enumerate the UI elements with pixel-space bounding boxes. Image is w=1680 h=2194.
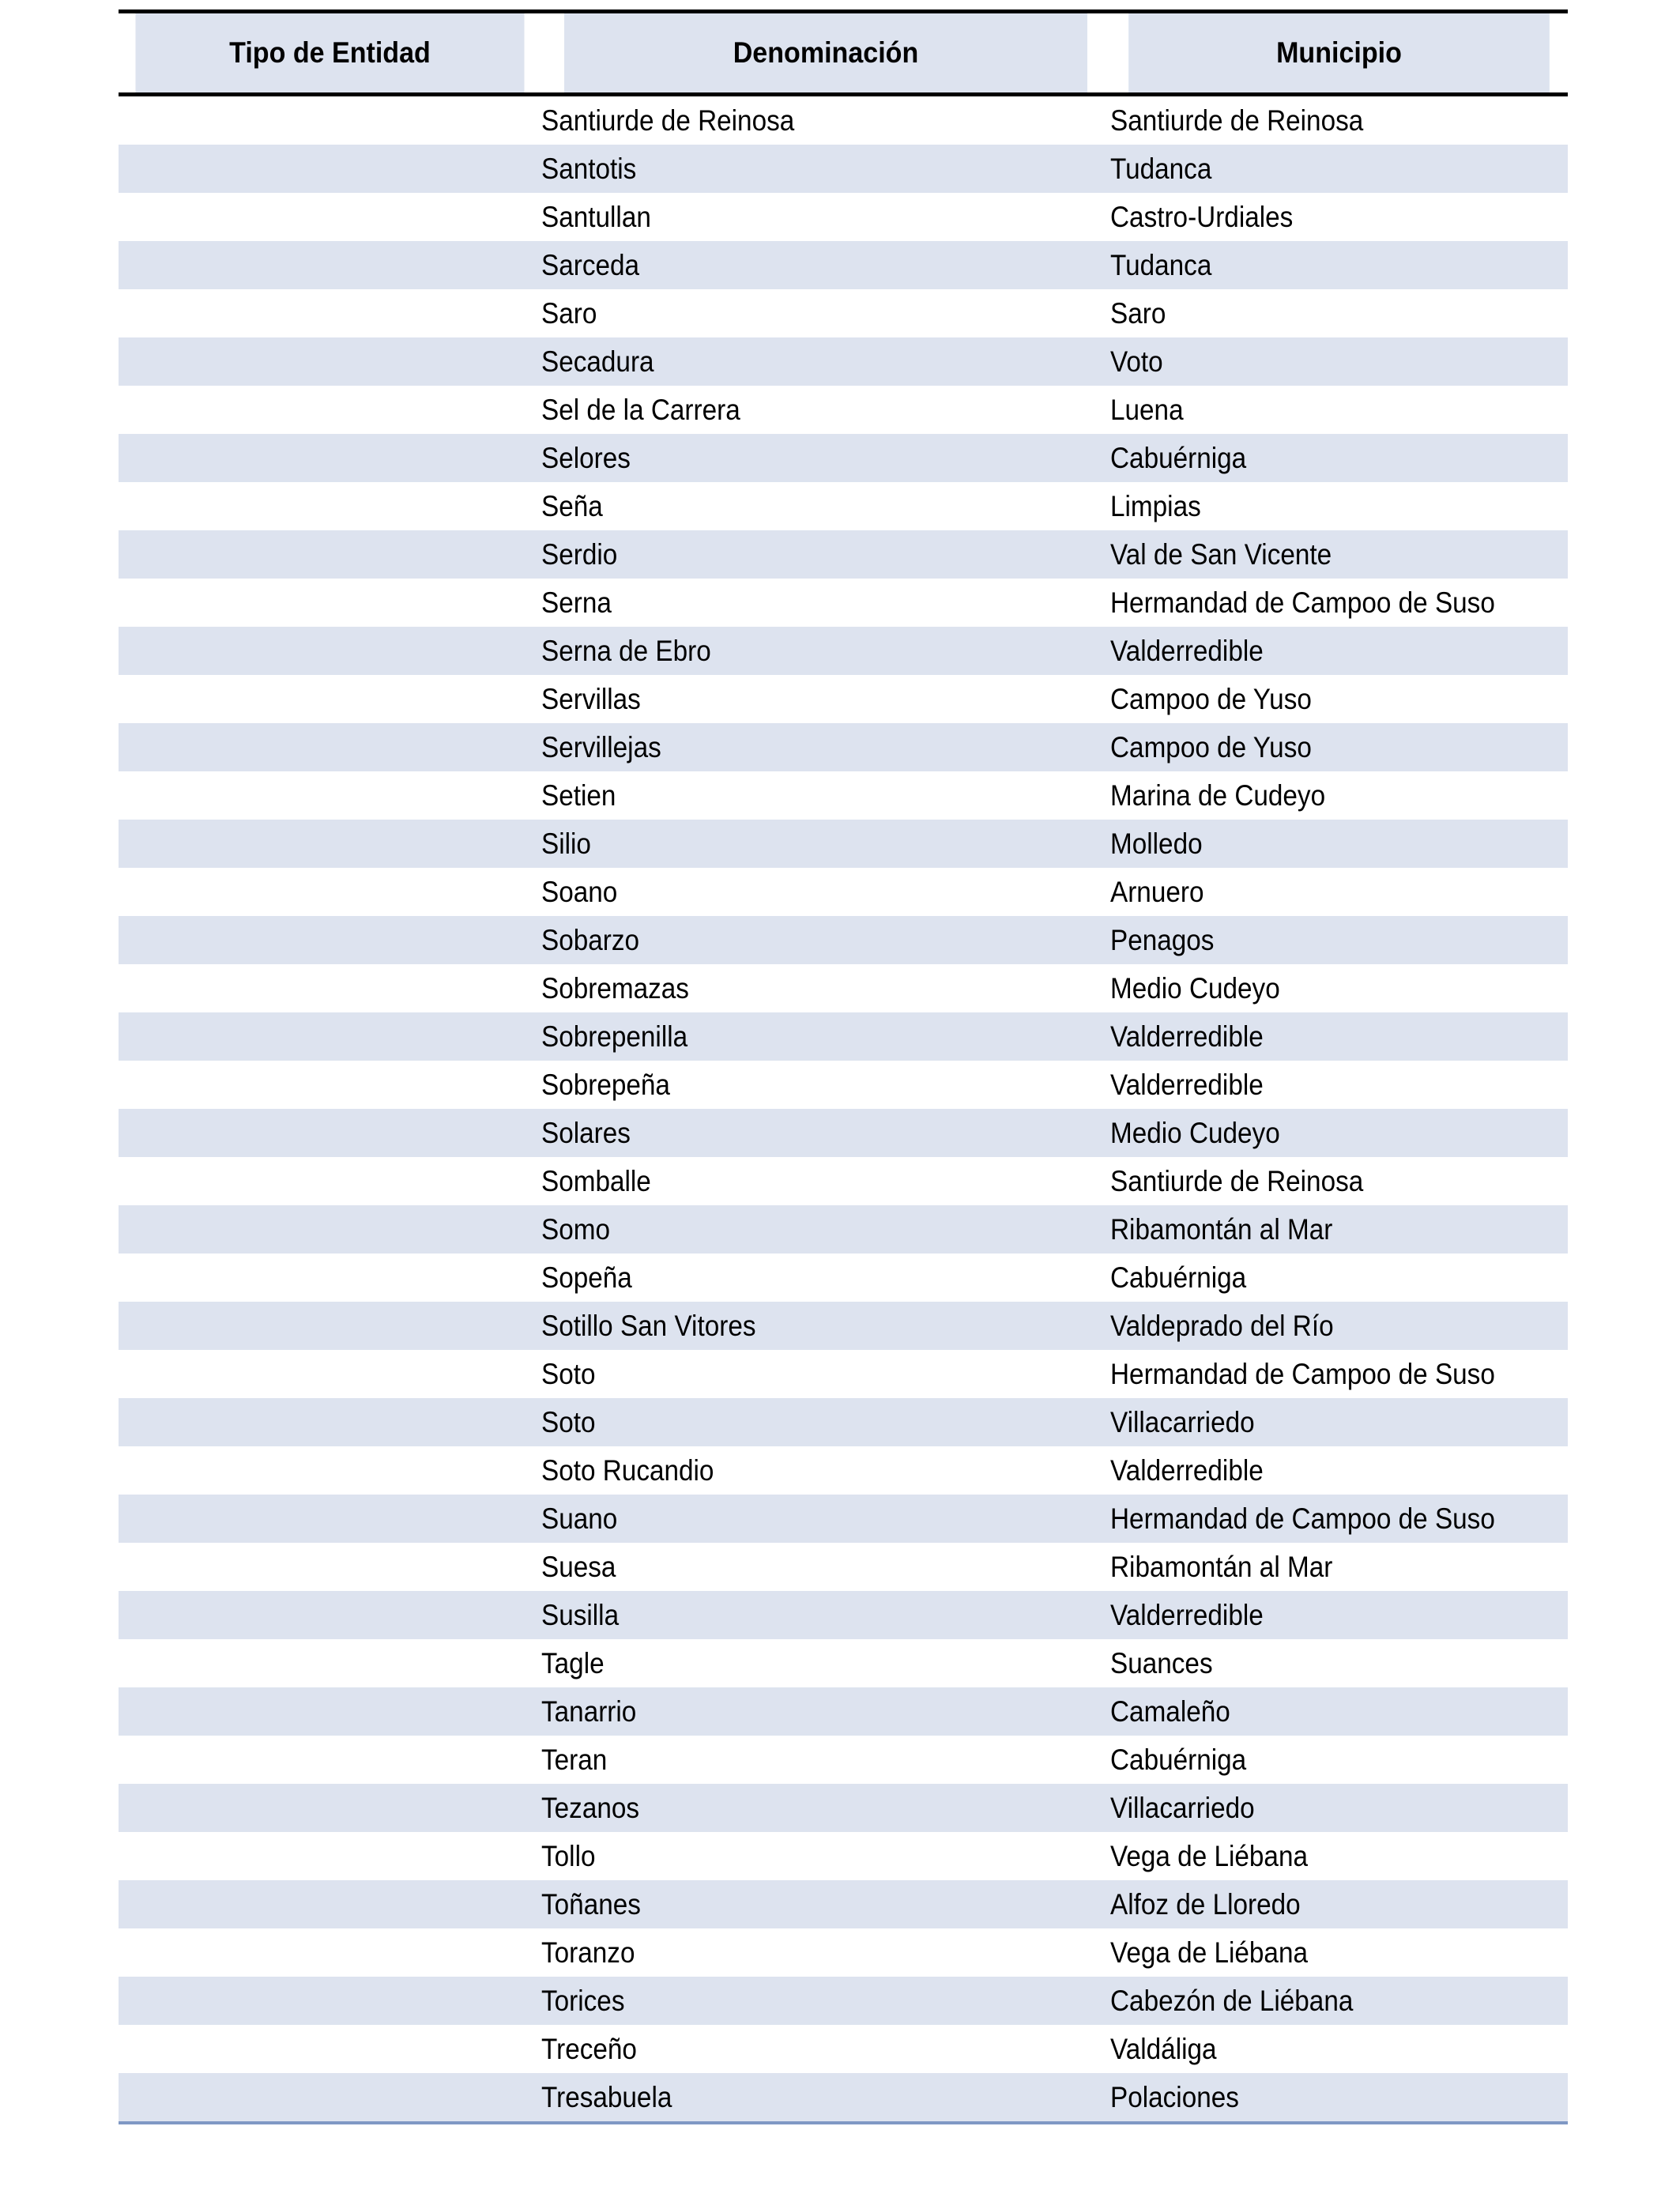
municipio-cell-text: Valdeprado del Río [1110, 1309, 1334, 1342]
tipo-cell [119, 820, 541, 868]
table-row [119, 964, 1568, 1012]
table-row [119, 1398, 1568, 1446]
denominacion-cell [541, 1205, 1110, 1253]
denominacion-cell-text: Soto [541, 1405, 596, 1438]
denominacion-cell [541, 579, 1110, 627]
municipio-cell [1110, 723, 1568, 771]
denominacion-cell [541, 434, 1110, 482]
table-row [119, 1302, 1568, 1350]
tipo-cell [119, 1687, 541, 1736]
municipio-cell-text: Marina de Cudeyo [1110, 778, 1326, 812]
table-header [119, 12, 1568, 95]
table-row [119, 1157, 1568, 1205]
table-row [119, 1736, 1568, 1784]
municipio-cell [1110, 1784, 1568, 1832]
tipo-cell [119, 1784, 541, 1832]
municipio-cell [1110, 1880, 1568, 1928]
municipio-cell-text: Hermandad de Campoo de Suso [1110, 1502, 1495, 1535]
denominacion-cell [541, 482, 1110, 530]
denominacion-cell-text: Secadura [541, 345, 654, 378]
municipio-cell-text: Campoo de Yuso [1110, 730, 1312, 763]
table-row [119, 337, 1568, 386]
entity-table [119, 9, 1568, 2124]
municipio-cell-text: Cabuérniga [1110, 1261, 1247, 1294]
tipo-cell [119, 1977, 541, 2025]
tipo-cell [119, 1205, 541, 1253]
denominacion-cell-text: Saro [541, 296, 597, 330]
municipio-cell [1110, 964, 1568, 1012]
denominacion-cell [541, 289, 1110, 337]
municipio-cell-text: Hermandad de Campoo de Suso [1110, 1357, 1495, 1390]
tipo-cell [119, 579, 541, 627]
denominacion-cell-text: Torices [541, 1984, 625, 2017]
denominacion-cell [541, 1061, 1110, 1109]
table-row [119, 723, 1568, 771]
municipio-cell [1110, 193, 1568, 241]
municipio-cell-text: Cabezón de Liébana [1110, 1984, 1354, 2017]
denominacion-cell [541, 627, 1110, 675]
tipo-cell [119, 1350, 541, 1398]
municipio-cell [1110, 241, 1568, 289]
denominacion-cell-text: Tagle [541, 1646, 605, 1679]
denominacion-cell [541, 1012, 1110, 1061]
municipio-cell [1110, 1157, 1568, 1205]
denominacion-cell [541, 723, 1110, 771]
table-row [119, 1495, 1568, 1543]
municipio-cell-text: Medio Cudeyo [1110, 971, 1280, 1005]
tipo-cell [119, 627, 541, 675]
denominacion-cell-text: Selores [541, 441, 631, 474]
table-row [119, 241, 1568, 289]
table-row [119, 916, 1568, 964]
table-row [119, 627, 1568, 675]
denominacion-cell-text: Sopeña [541, 1261, 632, 1294]
table-row [119, 482, 1568, 530]
denominacion-cell-text: Sobrepenilla [541, 1020, 688, 1053]
denominacion-cell-text: Soano [541, 875, 618, 908]
municipio-cell-text: Vega de Liébana [1110, 1936, 1309, 1969]
municipio-cell-text: Tudanca [1110, 248, 1212, 281]
tipo-cell [119, 434, 541, 482]
table-row [119, 1928, 1568, 1977]
tipo-cell [119, 771, 541, 820]
denominacion-cell [541, 1253, 1110, 1302]
table-row [119, 386, 1568, 434]
table-row [119, 1687, 1568, 1736]
tipo-cell [119, 1591, 541, 1639]
municipio-cell [1110, 868, 1568, 916]
denominacion-cell [541, 1591, 1110, 1639]
municipio-cell [1110, 145, 1568, 193]
denominacion-cell [541, 193, 1110, 241]
denominacion-cell [541, 1977, 1110, 2025]
denominacion-cell [541, 2073, 1110, 2123]
table-row [119, 1543, 1568, 1591]
tipo-cell [119, 241, 541, 289]
tipo-cell [119, 723, 541, 771]
municipio-cell [1110, 771, 1568, 820]
tipo-cell [119, 964, 541, 1012]
denominacion-cell-text: Santotis [541, 152, 637, 185]
denominacion-cell-text: Suesa [541, 1550, 616, 1583]
municipio-cell [1110, 530, 1568, 579]
tipo-cell [119, 1157, 541, 1205]
municipio-cell-text: Cabuérniga [1110, 1743, 1247, 1776]
header-municipio: Municipio [1128, 12, 1550, 95]
table-row [119, 1350, 1568, 1398]
municipio-cell [1110, 1736, 1568, 1784]
tipo-cell [119, 868, 541, 916]
denominacion-cell [541, 1109, 1110, 1157]
table-row [119, 1109, 1568, 1157]
tipo-cell [119, 1398, 541, 1446]
header-tipo-de-entidad: Tipo de Entidad [135, 12, 524, 95]
table-row [119, 1591, 1568, 1639]
tipo-cell [119, 386, 541, 434]
denominacion-cell [541, 916, 1110, 964]
municipio-cell-text: Saro [1110, 296, 1166, 330]
municipio-cell [1110, 1591, 1568, 1639]
tipo-cell [119, 916, 541, 964]
denominacion-cell [541, 386, 1110, 434]
denominacion-cell-text: Toranzo [541, 1936, 635, 1969]
tipo-cell [119, 1495, 541, 1543]
denominacion-cell [541, 530, 1110, 579]
tipo-cell [119, 1639, 541, 1687]
denominacion-cell-text: Silio [541, 827, 591, 860]
tipo-cell [119, 1880, 541, 1928]
denominacion-cell [541, 675, 1110, 723]
municipio-cell [1110, 916, 1568, 964]
municipio-cell-text: Campoo de Yuso [1110, 682, 1312, 715]
tipo-cell [119, 1543, 541, 1591]
municipio-cell [1110, 482, 1568, 530]
denominacion-cell [541, 1832, 1110, 1880]
municipio-cell [1110, 1061, 1568, 1109]
denominacion-cell [541, 771, 1110, 820]
denominacion-cell-text: Santiurde de Reinosa [541, 104, 795, 137]
municipio-cell [1110, 1543, 1568, 1591]
denominacion-cell [541, 868, 1110, 916]
tipo-cell [119, 1012, 541, 1061]
denominacion-cell [541, 145, 1110, 193]
tipo-cell [119, 1832, 541, 1880]
denominacion-cell-text: Susilla [541, 1598, 620, 1631]
municipio-cell-text: Voto [1110, 345, 1163, 378]
denominacion-cell-text: Sarceda [541, 248, 640, 281]
municipio-cell-text: Santiurde de Reinosa [1110, 1164, 1364, 1197]
municipio-cell-text: Camaleño [1110, 1695, 1230, 1728]
municipio-cell-text: Villacarriedo [1110, 1791, 1255, 1824]
denominacion-cell [541, 1157, 1110, 1205]
table-row [119, 1832, 1568, 1880]
denominacion-cell-text: Toñanes [541, 1887, 641, 1921]
tipo-cell [119, 1928, 541, 1977]
municipio-cell-text: Polaciones [1110, 2080, 1239, 2113]
municipio-cell [1110, 1205, 1568, 1253]
denominacion-cell [541, 1350, 1110, 1398]
municipio-cell [1110, 675, 1568, 723]
denominacion-cell [541, 2025, 1110, 2073]
municipio-cell [1110, 434, 1568, 482]
tipo-cell [119, 1736, 541, 1784]
tipo-cell [119, 530, 541, 579]
denominacion-cell-text: Suano [541, 1502, 618, 1535]
municipio-cell [1110, 1350, 1568, 1398]
municipio-cell [1110, 1446, 1568, 1495]
table-row [119, 675, 1568, 723]
denominacion-cell-text: Serna [541, 586, 612, 619]
municipio-cell-text: Hermandad de Campoo de Suso [1110, 586, 1495, 619]
table-row [119, 771, 1568, 820]
denominacion-cell-text: Sotillo San Vitores [541, 1309, 756, 1342]
table-row [119, 1061, 1568, 1109]
municipio-cell [1110, 579, 1568, 627]
municipio-cell-text: Villacarriedo [1110, 1405, 1255, 1438]
denominacion-cell [541, 95, 1110, 145]
header-row [119, 12, 1568, 95]
municipio-cell [1110, 2073, 1568, 2123]
municipio-cell [1110, 1495, 1568, 1543]
municipio-cell [1110, 1253, 1568, 1302]
municipio-cell-text: Valderredible [1110, 1020, 1264, 1053]
denominacion-cell-text: Sobarzo [541, 923, 640, 956]
municipio-cell-text: Alfoz de Lloredo [1110, 1887, 1301, 1921]
denominacion-cell-text: Sobremazas [541, 971, 689, 1005]
municipio-cell [1110, 386, 1568, 434]
header-denominacion: Denominación [564, 12, 1087, 95]
municipio-cell-text: Suances [1110, 1646, 1213, 1679]
municipio-cell-text: Valderredible [1110, 1453, 1264, 1487]
denominacion-cell-text: Treceño [541, 2032, 637, 2065]
denominacion-cell-text: Soto Rucandio [541, 1453, 714, 1487]
denominacion-cell-text: Sel de la Carrera [541, 393, 740, 426]
municipio-cell-text: Ribamontán al Mar [1110, 1550, 1333, 1583]
table-row [119, 145, 1568, 193]
tipo-cell [119, 1061, 541, 1109]
municipio-cell-text: Molledo [1110, 827, 1203, 860]
tipo-cell [119, 289, 541, 337]
tipo-cell [119, 337, 541, 386]
tipo-cell [119, 1446, 541, 1495]
table-row [119, 2073, 1568, 2123]
municipio-cell-text: Santiurde de Reinosa [1110, 104, 1364, 137]
municipio-cell-text: Cabuérniga [1110, 441, 1247, 474]
denominacion-cell [541, 1495, 1110, 1543]
municipio-cell-text: Tudanca [1110, 152, 1212, 185]
municipio-cell-text: Luena [1110, 393, 1184, 426]
municipio-cell [1110, 1639, 1568, 1687]
denominacion-cell-text: Seña [541, 489, 603, 522]
table-row [119, 579, 1568, 627]
tipo-cell [119, 675, 541, 723]
denominacion-cell-text: Tresabuela [541, 2080, 672, 2113]
table-row [119, 289, 1568, 337]
tipo-cell [119, 95, 541, 145]
denominacion-cell [541, 1687, 1110, 1736]
municipio-cell-text: Limpias [1110, 489, 1201, 522]
denominacion-cell-text: Tanarrio [541, 1695, 637, 1728]
table-body [119, 95, 1568, 2124]
municipio-cell [1110, 289, 1568, 337]
denominacion-cell-text: Somo [541, 1212, 610, 1246]
denominacion-cell [541, 1446, 1110, 1495]
municipio-cell [1110, 1109, 1568, 1157]
table-row [119, 1205, 1568, 1253]
municipio-cell-text: Vega de Liébana [1110, 1839, 1309, 1872]
denominacion-cell-text: Solares [541, 1116, 631, 1149]
table-row [119, 434, 1568, 482]
tipo-cell [119, 145, 541, 193]
denominacion-cell [541, 1784, 1110, 1832]
table-row [119, 1784, 1568, 1832]
denominacion-cell-text: Tezanos [541, 1791, 640, 1824]
table-row [119, 868, 1568, 916]
table-row [119, 1880, 1568, 1928]
denominacion-cell [541, 820, 1110, 868]
denominacion-cell-text: Sobrepeña [541, 1068, 670, 1101]
table-row [119, 2025, 1568, 2073]
municipio-cell [1110, 1977, 1568, 2025]
denominacion-cell-text: Teran [541, 1743, 608, 1776]
municipio-cell-text: Valderredible [1110, 1598, 1264, 1631]
denominacion-cell-text: Tollo [541, 1839, 596, 1872]
municipio-cell-text: Valderredible [1110, 634, 1264, 667]
denominacion-cell-text: Serna de Ebro [541, 634, 711, 667]
municipio-cell [1110, 1832, 1568, 1880]
municipio-cell-text: Ribamontán al Mar [1110, 1212, 1333, 1246]
municipio-cell [1110, 1398, 1568, 1446]
municipio-cell-text: Val de San Vicente [1110, 537, 1332, 571]
denominacion-cell [541, 241, 1110, 289]
denominacion-cell-text: Setien [541, 778, 616, 812]
table-row [119, 530, 1568, 579]
tipo-cell [119, 482, 541, 530]
municipio-cell-text: Castro-Urdiales [1110, 200, 1294, 233]
table-row [119, 95, 1568, 145]
municipio-cell [1110, 627, 1568, 675]
tipo-cell [119, 193, 541, 241]
table-row [119, 1012, 1568, 1061]
tipo-cell [119, 1109, 541, 1157]
denominacion-cell-text: Soto [541, 1357, 596, 1390]
municipio-cell [1110, 1687, 1568, 1736]
table-row [119, 1446, 1568, 1495]
denominacion-cell [541, 1398, 1110, 1446]
municipio-cell [1110, 1928, 1568, 1977]
denominacion-cell [541, 1928, 1110, 1977]
tipo-cell [119, 1253, 541, 1302]
table-row [119, 820, 1568, 868]
municipio-cell [1110, 1012, 1568, 1061]
denominacion-cell-text: Servillas [541, 682, 641, 715]
table-row [119, 1977, 1568, 2025]
municipio-cell-text: Medio Cudeyo [1110, 1116, 1280, 1149]
municipio-cell-text: Valderredible [1110, 1068, 1264, 1101]
denominacion-cell [541, 1880, 1110, 1928]
tipo-cell [119, 2025, 541, 2073]
denominacion-cell [541, 1302, 1110, 1350]
table-row [119, 1639, 1568, 1687]
denominacion-cell [541, 337, 1110, 386]
denominacion-cell [541, 964, 1110, 1012]
municipio-cell [1110, 2025, 1568, 2073]
denominacion-cell [541, 1639, 1110, 1687]
denominacion-cell-text: Servillejas [541, 730, 661, 763]
table-row [119, 1253, 1568, 1302]
tipo-cell [119, 1302, 541, 1350]
denominacion-cell [541, 1736, 1110, 1784]
denominacion-cell-text: Santullan [541, 200, 651, 233]
tipo-cell [119, 2073, 541, 2123]
municipio-cell-text: Penagos [1110, 923, 1215, 956]
table-row [119, 193, 1568, 241]
denominacion-cell-text: Somballe [541, 1164, 651, 1197]
denominacion-cell-text: Serdio [541, 537, 618, 571]
municipio-cell [1110, 337, 1568, 386]
municipio-cell [1110, 820, 1568, 868]
denominacion-cell [541, 1543, 1110, 1591]
municipio-cell [1110, 1302, 1568, 1350]
municipio-cell-text: Valdáliga [1110, 2032, 1217, 2065]
municipio-cell-text: Arnuero [1110, 875, 1204, 908]
municipio-cell [1110, 95, 1568, 145]
